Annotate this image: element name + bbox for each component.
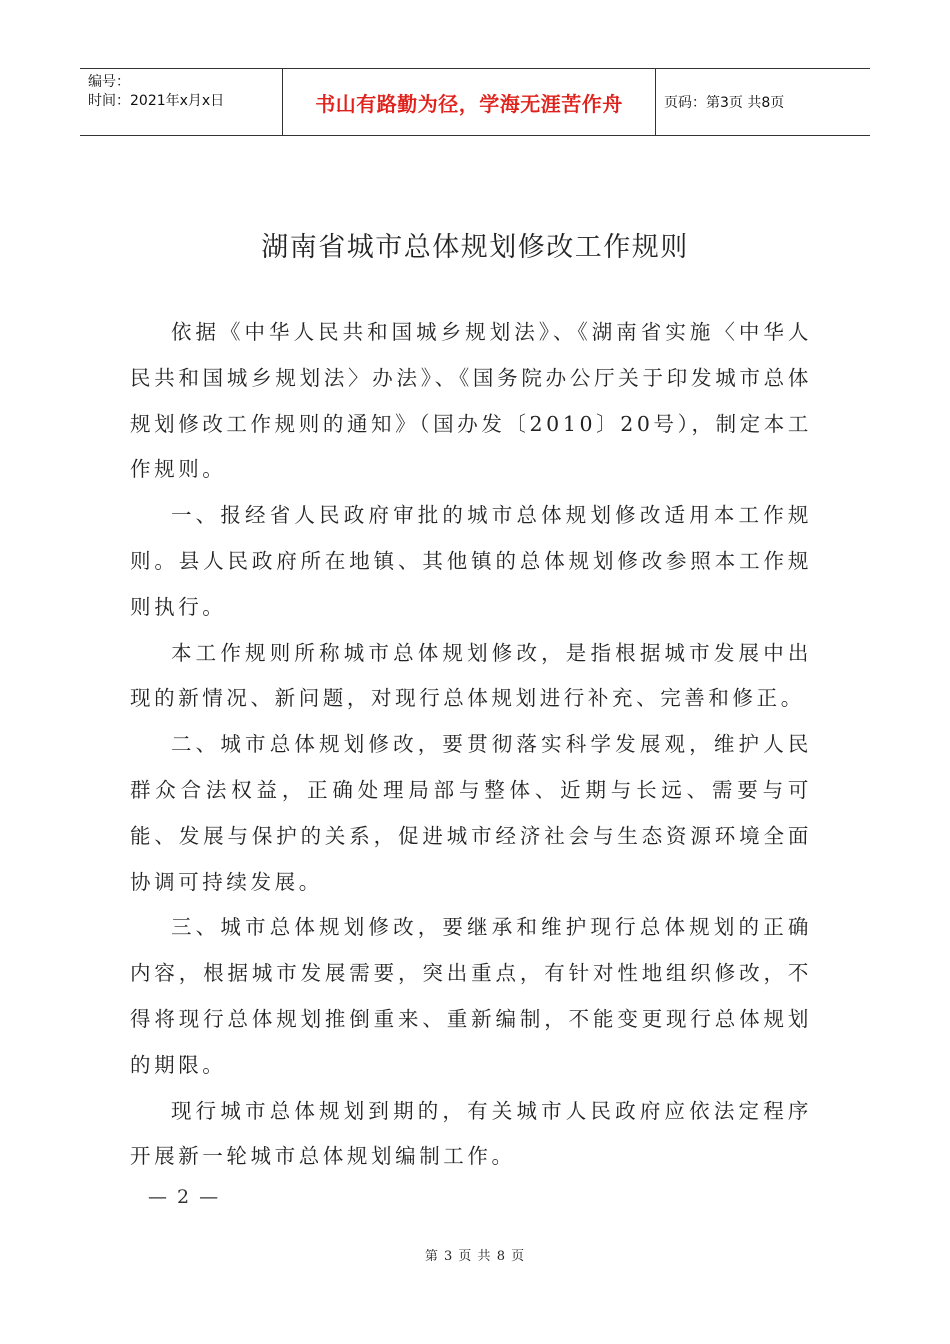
paragraph: 三、城市总体规划修改，要继承和维护现行总体规划的正确内容，根据城市发展需要，突出重点，有针对性地组织修改，不得将现行总体规划推倒重来、重新编制，不能变更现行总体规划的期限。 bbox=[130, 915, 812, 1077]
paragraph: 本工作规则所称城市总体规划修改，是指根据城市发展中出现的新情况、新问题，对现行总体规划进行补充、完善和修正。 bbox=[130, 640, 812, 711]
page-footer: 第 3 页 共 8 页 bbox=[424, 1249, 526, 1264]
document-title: 湖南省城市总体规划修改工作规则 bbox=[261, 232, 689, 263]
number-label: 编号： bbox=[88, 74, 130, 90]
header-meta bbox=[80, 69, 282, 135]
header-motto-cell bbox=[282, 69, 656, 135]
paragraph: 现行城市总体规划到期的，有关城市人民政府应依法定程序开展新一轮城市总体规划编制工作。 bbox=[130, 1098, 812, 1169]
header-page-label: 页码：第3页 共8页 bbox=[664, 95, 785, 111]
page-header bbox=[80, 68, 870, 136]
paragraph: 依据《中华人民共和国城乡规划法》、《湖南省实施〈中华人民共和国城乡规划法〉办法》、《国务院办公厅关于印发城市总体规划修改工作规则的通知》（国办发〔2010〕20号），制定本工作规则。 bbox=[130, 320, 812, 482]
paragraph: 一、报经省人民政府审批的城市总体规划修改适用本工作规则。县人民政府所在地镇、其他镇的总体规划修改参照本工作规则执行。 bbox=[130, 503, 812, 619]
time-label: 时间：2021年x月x日 bbox=[88, 93, 225, 109]
paragraph: 二、城市总体规划修改，要贯彻落实科学发展观，维护人民群众合法权益，正确处理局部与整体、近期与长远、需要与可能、发展与保护的关系，促进城市经济社会与生态资源环境全面协调可持续发展。 bbox=[130, 732, 812, 894]
header-motto: 书山有路勤为径，学海无涯苦作舟 bbox=[315, 91, 623, 116]
document-body bbox=[130, 310, 812, 1180]
inner-page-number: — 2 — bbox=[148, 1186, 221, 1208]
